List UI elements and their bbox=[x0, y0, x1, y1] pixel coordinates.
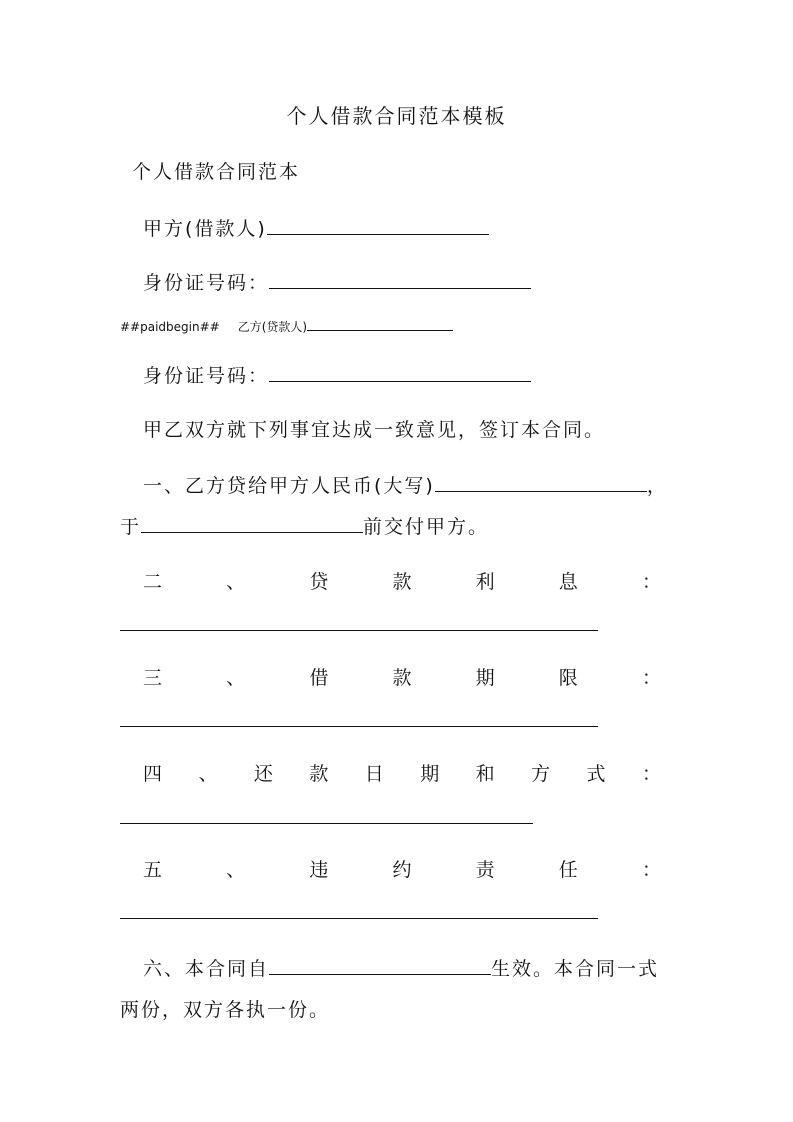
item-4-char: 款 bbox=[309, 763, 329, 785]
item-4-char: 式 bbox=[586, 763, 606, 785]
item-5-heading bbox=[143, 858, 661, 882]
item-2-char: 、 bbox=[226, 571, 246, 593]
item-2-char: 利 bbox=[475, 571, 495, 593]
item-1-text: 一、乙方贷给甲方人民币(大写) bbox=[143, 475, 435, 497]
agreement-text: 甲乙双方就下列事宜达成一致意见，签订本合同。 bbox=[143, 419, 606, 441]
item-3-char: 期 bbox=[475, 667, 495, 689]
interest-blank bbox=[120, 630, 598, 631]
item-6-text-a: 六、本合同自 bbox=[143, 958, 270, 980]
item-2-char: 息 bbox=[558, 571, 578, 593]
id-number-line-1 bbox=[143, 270, 531, 295]
item-4-heading bbox=[143, 762, 661, 786]
item-3-char: 款 bbox=[392, 667, 412, 689]
item-4-char: ： bbox=[641, 763, 661, 785]
item-2-char: 二 bbox=[143, 571, 163, 593]
party-b-label: 乙方(贷款人) bbox=[237, 320, 308, 334]
party-a-line bbox=[143, 216, 489, 241]
party-a-blank bbox=[267, 216, 489, 235]
item-2-char: 贷 bbox=[309, 571, 329, 593]
item-3-char: 限 bbox=[558, 667, 578, 689]
amount-blank bbox=[435, 473, 647, 492]
item-4-char: 日 bbox=[364, 763, 384, 785]
item-5-char: 、 bbox=[226, 859, 246, 881]
item-5-char: ： bbox=[641, 859, 661, 881]
item-6-text-b: 生效。本合同一式 bbox=[491, 958, 660, 980]
item-4-char: 、 bbox=[198, 763, 218, 785]
repayment-blank bbox=[120, 823, 533, 824]
id-number-blank-1 bbox=[269, 270, 531, 289]
item-3-heading bbox=[143, 666, 661, 690]
effective-date-blank bbox=[269, 956, 491, 975]
item-5-char: 五 bbox=[143, 859, 163, 881]
item-2-heading bbox=[143, 570, 661, 594]
item-1-line-1 bbox=[143, 473, 668, 498]
item-3-char: 、 bbox=[226, 667, 246, 689]
item-4-char: 和 bbox=[475, 763, 495, 785]
loan-term-blank bbox=[120, 726, 598, 727]
item-1-line-2 bbox=[120, 514, 489, 539]
item-1-line-2-prefix: 于 bbox=[120, 516, 142, 538]
item-6-line-1 bbox=[143, 956, 659, 981]
document-title: 个人借款合同范本模板 bbox=[286, 104, 507, 128]
party-a-label: 甲方(借款人) bbox=[143, 218, 267, 240]
id-label-2: 身份证号码： bbox=[143, 365, 270, 387]
item-5-char: 任 bbox=[558, 859, 578, 881]
item-2-char: ： bbox=[641, 571, 661, 593]
item-4-char: 四 bbox=[143, 763, 163, 785]
item-5-char: 约 bbox=[392, 859, 412, 881]
item-4-char: 方 bbox=[531, 763, 551, 785]
id-label-1: 身份证号码： bbox=[143, 272, 270, 294]
item-4-char: 还 bbox=[253, 763, 273, 785]
item-3-char: ： bbox=[641, 667, 661, 689]
item-1-line-2-suffix: 前交付甲方。 bbox=[363, 516, 490, 538]
party-b-line bbox=[120, 318, 453, 335]
breach-liability-blank bbox=[120, 918, 598, 919]
party-b-blank bbox=[307, 318, 453, 331]
item-3-char: 三 bbox=[143, 667, 163, 689]
subtitle: 个人借款合同范本 bbox=[132, 161, 301, 183]
item-4-char: 期 bbox=[420, 763, 440, 785]
delivery-date-blank bbox=[141, 514, 363, 533]
item-5-char: 违 bbox=[309, 859, 329, 881]
id-number-line-2 bbox=[143, 363, 531, 388]
id-number-blank-2 bbox=[269, 363, 531, 382]
item-6-line-2: 两份，双方各执一份。 bbox=[120, 999, 331, 1021]
paid-marker: ##paidbegin## bbox=[120, 320, 220, 334]
item-3-char: 借 bbox=[309, 667, 329, 689]
item-5-char: 责 bbox=[475, 859, 495, 881]
item-2-char: 款 bbox=[392, 571, 412, 593]
item-1-comma: ， bbox=[646, 475, 668, 497]
